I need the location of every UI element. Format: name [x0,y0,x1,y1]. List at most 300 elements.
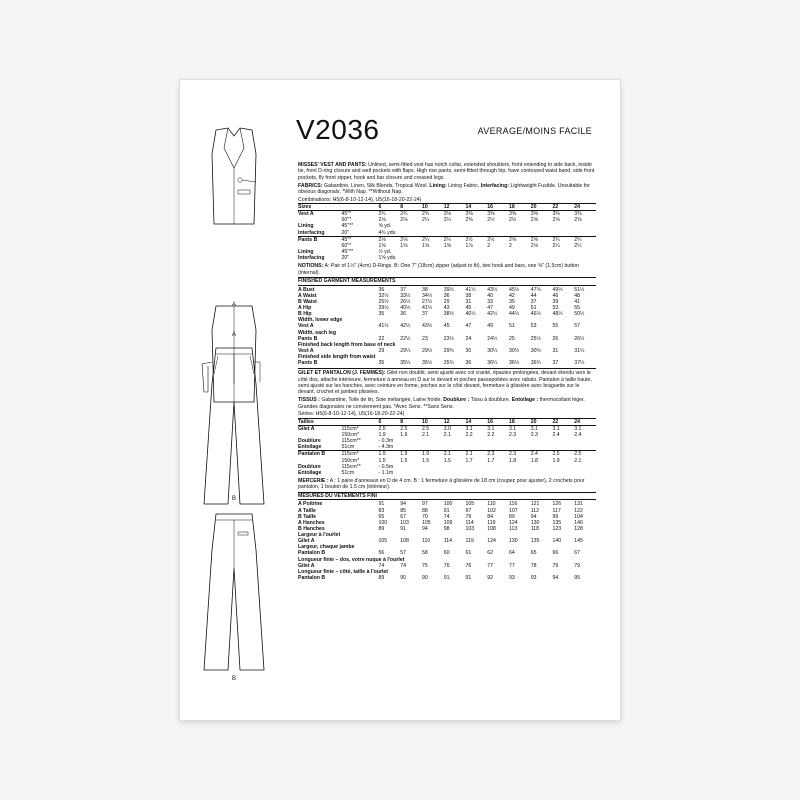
value-cell: 145 [574,538,583,545]
row-label: Entoilage [298,444,322,451]
value-cell: 2.1 [444,451,466,458]
value-cell: 75 [421,562,428,569]
view-label: B [231,496,236,502]
value-cell: 36¾ [530,360,541,367]
size-header: 14 [465,204,487,211]
combinations-fr: Séries: H5(6-8-10-12-14), U5(16-18-20-22-24) [298,411,405,418]
row-label: Width, each leg [298,329,336,336]
value-cell: 74 [378,562,385,569]
value-cell: 3⅜ [530,211,538,218]
size-header: 20 [531,418,553,425]
value-cell: 1.7 [487,457,495,464]
value-cell: 39 [552,298,559,305]
value-cell: 67 [574,550,580,557]
value-cell: 2¾ [400,211,408,218]
value-cell: 123 [552,525,562,532]
value-cell: 89 [378,525,385,532]
value-cell: 2.3 [509,451,531,458]
value-cell: 36¼ [487,360,498,367]
value-cell: 41½ [378,323,389,330]
value-cell: 42½ [487,311,498,318]
value-cell: 130 [508,538,518,545]
value-cell: 110 [421,538,431,545]
finished-heading-fr: MESURES DU VÊTEMENTS FINI [298,492,596,500]
value-cell: 2.4 [552,432,560,438]
size-header: 8 [400,418,422,425]
row-label: Vest A [298,323,314,330]
size-header: 10 [422,418,444,425]
value-cell: 109 [443,519,453,526]
value-cell: 118 [530,525,539,532]
value-cell: 108 [487,525,496,532]
value-cell: 2.5 [421,425,430,432]
combinations-en: Combinations: H5(6-8-10-12-14), U5(16-18-20-22-24) [298,196,422,203]
value-cell: 1.8 [508,457,517,464]
value-cell: 37 [421,311,428,318]
value-cell: 2¼ [444,236,466,243]
value-cell: 95 [574,574,580,581]
value-cell: 93 [508,574,515,581]
fabric-width: 20" [341,229,350,236]
row-label: Width, lower edge [298,317,343,324]
value-cell: 3⅜ [465,211,473,218]
value-cell: 65 [378,513,385,520]
size-header: 10 [422,204,444,211]
value-cell: 91 [443,507,450,514]
finished-measurements-fr [298,492,596,581]
value-cell: 2⅛ [378,217,386,224]
value-cell: 29¼ [400,347,411,354]
value-cell: 48 [574,292,580,299]
value-cell: 26 [552,335,559,342]
value-cell: 50½ [574,311,585,318]
value-cell: 85 [400,507,406,514]
value-cell: 2.1 [421,432,430,438]
value-cell: 2¾ [421,211,430,218]
row-label: Interfacing [298,255,325,262]
value-cell: 47 [465,323,472,330]
value-cell: 89 [508,513,515,520]
value-cell: 2⅝ [531,236,553,243]
value-cell: 100 [378,519,388,526]
value-cell: 24 [465,335,472,342]
size-header: 22 [552,204,574,211]
value-cell: 44½ [508,311,520,318]
value-cell: 35 [378,360,385,367]
value-cell: 1.9 [378,432,386,438]
fabric-width: 60"* [341,242,352,249]
fabric-width: 45"** [341,223,354,230]
value-cell: 66 [552,550,559,557]
value-cell: 36 [443,292,450,299]
value-cell: 105 [465,501,475,508]
value-cell: 2¾ [574,236,596,243]
row-label: Pantalon B [298,451,342,458]
value-cell: 130 [530,519,540,526]
value-cell: 83 [378,507,385,514]
row-label: Entoilage [298,469,322,476]
pants-back-drawing [194,510,274,682]
fabric-width: 45"* [342,236,379,243]
value-cell: 55 [574,305,580,312]
value-cell: 119 [465,538,474,545]
row-label: Doublure [298,438,321,445]
row-label: B Taille [298,513,317,520]
value-cell: 2.5 [552,451,574,458]
view-label: A [231,302,236,308]
row-label: A Hanches [298,519,325,526]
value-cell: 39½ [378,305,389,312]
pattern-envelope-back [180,80,620,720]
value-cell: 103 [400,519,409,526]
value-cell: 4¾ yds. [378,229,397,236]
row-label: B Hanches [298,525,325,532]
fabric-width: 150cm* [341,432,360,438]
row-label: Interfacing [298,229,325,236]
table-row [298,444,596,451]
fabric-width: 115cm* [342,451,379,458]
value-cell: 3⅜ [574,211,582,218]
value-cell: 35 [378,311,385,318]
table-cell [342,360,379,366]
value-cell: 105 [421,519,431,526]
value-cell: 3.1 [508,425,517,432]
value-cell: - 0.5m [378,463,394,470]
value-cell: 40½ [465,311,476,318]
table-header-row [298,204,596,211]
value-cell: 41½ [465,286,476,293]
value-cell: 91 [400,525,406,532]
value-cell: 41½ [421,305,433,312]
value-cell: 2.3 [487,451,509,458]
value-cell: 105 [378,538,388,545]
value-cell: 2.2 [465,432,473,438]
row-label: B Waist [298,298,317,305]
size-header: 24 [574,204,596,211]
value-cell: 2¼ [422,236,444,243]
value-cell: 2⅝ [530,217,538,224]
value-cell: 103 [465,525,475,532]
row-label: Gilet A [298,425,315,432]
value-cell: 135 [552,519,562,526]
fabric-width: 150cm* [341,457,360,464]
value-cell: 2.2 [487,432,495,438]
value-cell: 31 [465,298,472,305]
value-cell: 31 [552,347,559,354]
value-cell: 1.9 [400,451,422,458]
value-cell: 79 [552,562,559,569]
value-cell: 98 [443,525,450,532]
value-cell: 77 [508,562,515,569]
row-label: Vest A [298,347,314,354]
value-cell: 1.5 [378,457,386,464]
value-cell: ½ yd. [378,248,392,255]
value-cell: 47½ [530,286,541,293]
value-cell: 37 [400,286,406,293]
value-cell: 94 [400,501,406,508]
row-label: Longueur finie – dos, votre nuque à l'ourlet [298,556,405,563]
fabric-width: 20" [341,255,350,262]
difficulty-level: AVERAGE/MOINS FACILE [477,126,592,136]
value-cell: 53 [530,323,537,330]
description-fr: GILET ET PANTALON (J. FEMMES): Gilet non doublé, semi ajusté avec col cranté, épaules prolongées, devant étendu vers le côté dos, attache intérieure, fermeture à anneau en D sur le devant et poches passepoilées avec rabats. Pantalon à taille haute, semi ajusté sur les hanches, avec ceinture en forme, poches sur le côté devant, fermeture à glissière avec braguette sur le devant, crochet et jambes plissées. [298,368,596,395]
row-label: A Taille [298,507,316,514]
value-cell: 135 [530,538,540,545]
value-cell: 124 [487,538,496,545]
size-header: 12 [444,418,466,425]
value-cell: 107 [508,507,518,514]
value-cell: 1⅝ [400,242,408,249]
row-label: Largeur, chaque jambe [298,544,355,551]
value-cell: 23 [421,335,428,342]
row-label: Vest A [298,211,314,218]
value-cell: 97 [465,507,472,514]
value-cell: 57 [574,323,580,330]
notions-en: NOTIONS: A: Pair of 1½" (4cm) D-Rings. B: One 7" (18cm) zipper (adjust to fit), two hook and bars, one ⅝" (1.5cm) button (internal). [298,263,579,276]
value-cell: 41 [574,298,580,305]
value-cell: 45 [465,305,472,312]
value-cell: 29½ [421,347,433,354]
value-cell: 70 [421,513,428,520]
value-cell: 2.5 [400,425,408,432]
view-label: B [231,676,236,682]
value-cell: 22½ [400,335,411,342]
value-cell: 31¼ [574,347,585,354]
value-cell: 1.5 [421,457,430,464]
value-cell: 91 [443,574,450,581]
row-label: Gilet A [298,538,315,545]
value-cell: 2⅝ [574,217,582,224]
yardage-table-fr [298,411,596,475]
value-cell: 77 [487,562,493,569]
value-cell: - 4.3m [378,444,394,451]
value-cell: 2.4 [531,451,553,458]
value-cell: 2.3 [530,432,538,438]
fabric-width: 45"* [341,211,352,218]
value-cell: 29 [443,298,450,305]
value-cell: 58 [421,550,428,557]
value-cell: 24½ [487,335,498,342]
value-cell: 2.1 [465,451,487,458]
pants-front-drawing [194,344,274,514]
value-cell: 117 [552,507,561,514]
row-label: Pantalon B [298,550,326,557]
value-cell: 114 [443,538,452,545]
value-cell: 1.9 [552,457,560,464]
fabric-width: 115cm* [341,425,359,432]
value-cell: 3.0 [443,425,451,432]
value-cell: 2⅜ [465,217,473,224]
value-cell: 37 [552,360,559,367]
value-cell: 2⅛ [400,236,422,243]
value-cell: 2.3 [508,432,517,438]
value-cell: 140 [574,519,583,526]
value-cell: 26½ [400,298,411,305]
table-row [298,236,596,243]
value-cell: 46 [552,292,559,299]
fabrics-en: FABRICS: Gabardine, Linen, Silk Blends, Tropical Wool. Lining: Lining Fabric. Interfacing: Lightweight Fusible. Unsuitable for obvious diagonals. *With Nap. **Without Nap. [298,182,590,195]
size-header: 24 [574,418,596,425]
value-cell: 49½ [552,286,563,293]
value-cell: 2¼ [574,242,582,249]
value-cell: 119 [487,519,496,526]
row-label: Lining [298,223,314,230]
value-cell: 32½ [378,292,389,299]
value-cell: 30¾ [530,347,541,354]
value-cell: 89 [378,574,385,581]
value-cell: 43 [443,305,450,312]
value-cell: 23½ [443,335,454,342]
row-label: Pants B [298,360,318,367]
value-cell: 35½ [421,360,433,367]
table-row [298,360,596,366]
value-cell: 116 [508,501,518,508]
value-cell: 93 [530,574,537,581]
value-cell: 2½ [508,217,517,224]
value-cell: 3.1 [552,425,560,432]
size-header: 22 [552,418,574,425]
value-cell: 74 [400,562,406,569]
value-cell: 2.1 [574,457,582,464]
row-label: B Hip [298,311,312,318]
value-cell: 37 [530,298,537,305]
value-cell: 2.5 [574,451,596,458]
fabric-width: 45"** [341,248,354,255]
value-cell: 3.1 [487,425,495,432]
value-cell: 47 [487,305,493,312]
description-en: MISSES' VEST AND PANTS: Unlined, semi-fitted vest has notch collar, extended shoulders, front extending to side back, inside tie, front D-ring closure and welt pockets with flaps. High rise pants, semi-fitted through hip, have contoured waist band, side front pockets, fly front zipper, hook and bar closure and creased legs. [298,162,595,181]
value-cell: 1.5 [400,457,408,464]
value-cell: 122 [574,507,583,514]
value-cell: 2¾ [378,211,386,218]
value-cell: 76 [443,562,450,569]
value-cell: 2½ [465,236,487,243]
row-label: A Hip [298,305,312,312]
value-cell: 43½ [487,286,498,293]
value-cell: 36 [400,311,406,318]
value-cell: 84 [487,513,493,520]
table-row [298,451,596,458]
value-cell: 2.5 [378,425,386,432]
value-cell: 88 [421,507,428,514]
value-cell: 38 [465,292,472,299]
value-cell: 53 [552,305,559,312]
table-cell [342,418,379,425]
value-cell: 30½ [508,347,520,354]
value-cell: 121 [530,501,540,508]
value-cell: 33½ [400,292,411,299]
value-cell: 25½ [530,335,541,342]
size-header: 8 [400,204,422,211]
value-cell: 2 [487,242,491,249]
value-cell: 40 [487,292,493,299]
value-cell: 2½ [487,236,509,243]
value-cell: 2⅛ [400,217,408,224]
size-header: 16 [487,204,509,211]
value-cell: 128 [574,525,583,532]
value-cell: 92 [487,574,493,581]
value-cell: 49 [487,323,493,330]
value-cell: 99 [552,513,559,520]
value-cell: 30 [465,347,472,354]
value-cell: 1⅝ [421,242,430,249]
value-cell: 25 [508,335,515,342]
pattern-info [298,162,596,583]
value-cell: 22 [378,335,385,342]
value-cell: 2⅛ [378,236,400,243]
value-cell: 90 [421,574,428,581]
value-cell: 1.9 [378,451,400,458]
value-cell: 64 [508,550,515,557]
value-cell: 51 [508,323,515,330]
value-cell: 45 [443,323,450,330]
value-cell: 35 [508,298,515,305]
value-cell: 38 [421,286,428,293]
value-cell: 51 [530,305,537,312]
value-cell: 1⅞ [465,242,473,249]
fabric-width: 51cm [341,469,355,476]
value-cell: 94 [421,525,428,532]
row-label: Lining [298,248,314,255]
row-label: Finished back length from base of neck [298,341,396,348]
fabrics-fr: TISSUS : Gabardine, Toile de lin, Soie mélangée, Laine froide. Doublure : Tissu à doublure. Entoilage : thermocollant léger. Grandes diagonales ne conviennent pas. *Avec Sens. **Sans Sens. [298,397,585,410]
size-header: 16 [487,418,509,425]
value-cell: 79 [574,562,580,569]
value-cell: 124 [508,519,518,526]
value-cell: 102 [487,507,496,514]
size-header: 14 [465,418,487,425]
row-label: A Waist [298,292,317,299]
value-cell: 29 [378,347,385,354]
value-cell: 1.9 [422,451,444,458]
size-header: 18 [509,204,531,211]
value-cell: 2⅛ [530,242,538,249]
size-header: 6 [378,418,400,425]
value-cell: 3⅜ [508,211,517,218]
value-cell: 48½ [552,311,563,318]
row-label: Largeur à l'ourlet [298,532,341,539]
value-cell: 46½ [530,311,541,318]
finished-measurements-en [298,277,596,366]
table-row [298,575,596,581]
value-cell: 97 [421,501,428,508]
value-cell: 29¾ [443,347,454,354]
value-cell: 55 [552,323,559,330]
notions-fr: MERCERIE : A : 1 paire d'anneaux en D de 4 cm. B : 1 fermeture à glissière de 18 cm (coupez pour ajuster), 2 crochets pour pantalon, 1 bouton de 1.5 cm (intérieur). [298,477,585,491]
value-cell: 74 [443,513,450,520]
value-cell: - 1.1m [378,469,394,476]
value-cell: 1⅝ [443,242,451,249]
value-cell: 112 [530,507,539,514]
value-cell: 27½ [421,298,433,305]
value-cell: 36½ [508,360,520,367]
value-cell: 1⅝ [378,242,386,249]
value-cell: 34½ [421,292,433,299]
value-cell: 91 [378,501,385,508]
value-cell: 2¾ [552,236,574,243]
row-label: Gilet A [298,562,315,569]
value-cell: 113 [508,525,518,532]
value-cell: 108 [400,538,409,545]
finished-heading-en: FINISHED GARMENT MEASUREMENTS [298,277,596,285]
size-header: 12 [444,204,466,211]
value-cell: 39½ [443,286,454,293]
value-cell: 3⅛ [443,211,451,218]
value-cell: 79 [465,513,472,520]
value-cell: 76 [465,562,472,569]
row-label: Finished side length from waist [298,354,376,361]
value-cell: 100 [443,501,453,508]
